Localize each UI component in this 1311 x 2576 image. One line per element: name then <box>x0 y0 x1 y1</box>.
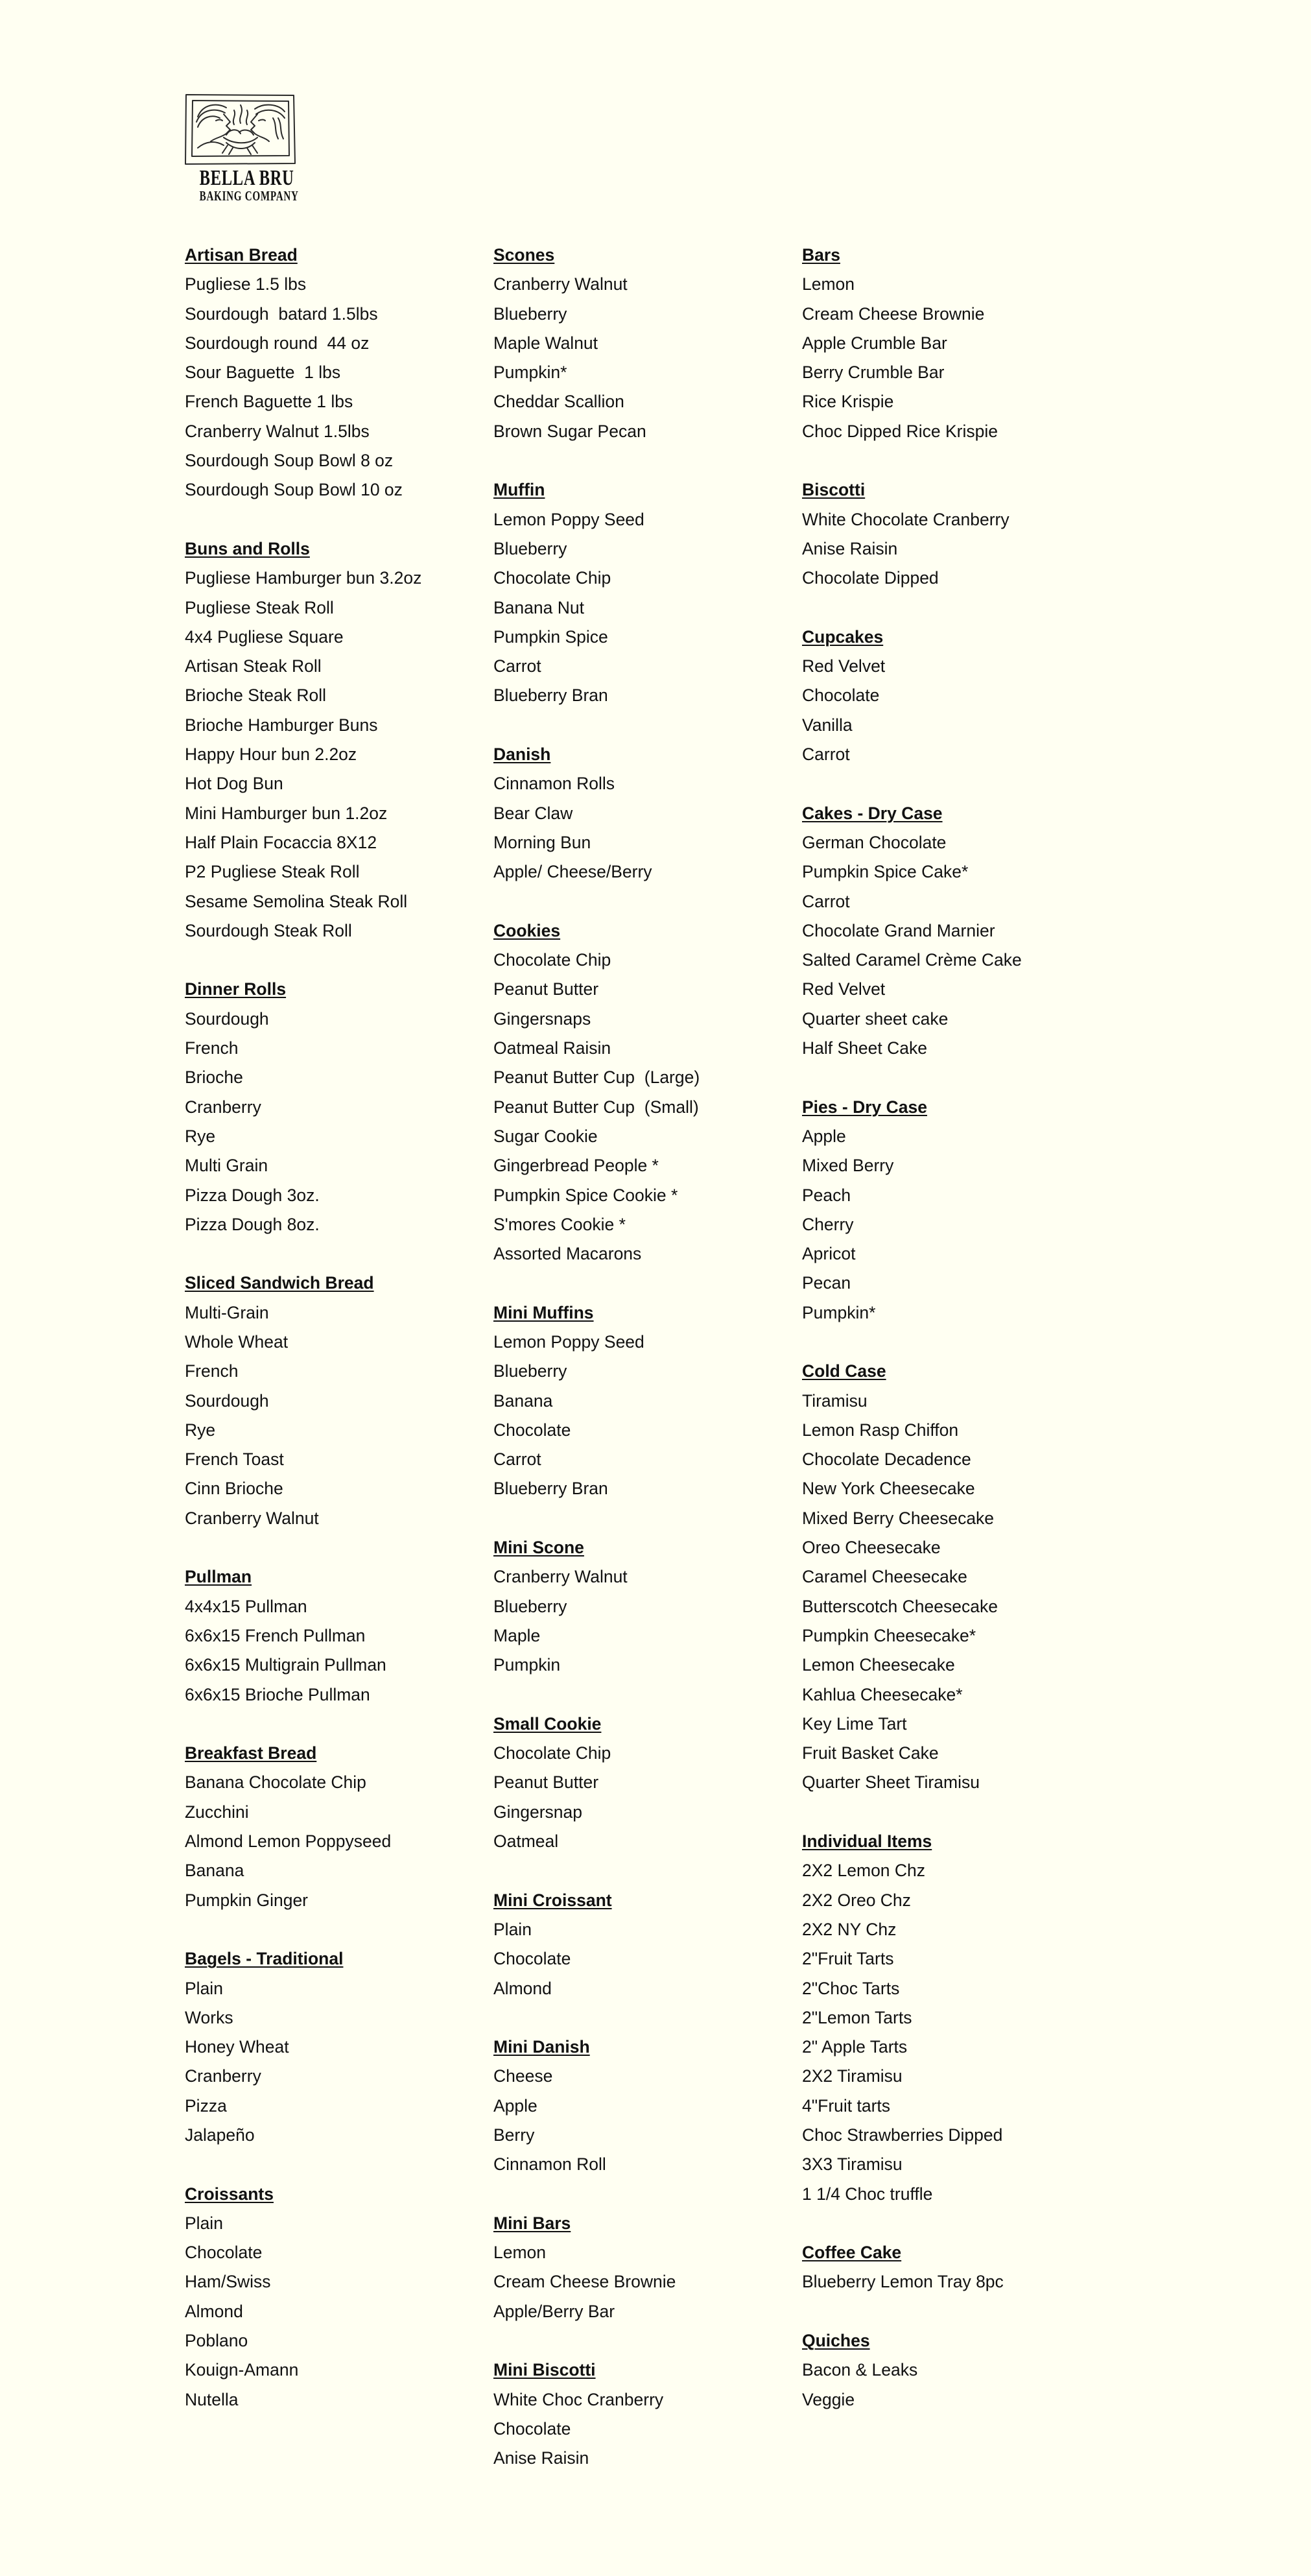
section-heading: Small Cookie <box>493 1713 602 1734</box>
section-heading: Muffin <box>493 480 545 500</box>
menu-item: 6x6x15 Multigrain Pullman <box>185 1655 386 1675</box>
menu-item: Pugliese 1.5 lbs <box>185 274 307 294</box>
menu-item: Bear Claw <box>493 803 573 823</box>
section-heading: Cold Case <box>802 1361 886 1381</box>
section-heading: Breakfast Bread <box>185 1743 317 1763</box>
section-heading: Mini Bars <box>493 2213 571 2233</box>
menu-section <box>185 1739 483 1915</box>
menu-item: Caramel Cheesecake <box>802 1567 967 1587</box>
menu-section <box>493 1886 792 2003</box>
menu-item: Sourdough round 44 oz <box>185 333 370 353</box>
menu-item: 4x4 Pugliese Square <box>185 626 344 647</box>
menu-item: Sourdough <box>185 1008 269 1029</box>
menu-item: Blueberry <box>493 304 567 324</box>
menu-item: Mini Hamburger bun 1.2oz <box>185 803 388 823</box>
menu-column-3 <box>802 241 1100 2444</box>
menu-item: Pecan <box>802 1273 851 1293</box>
menu-section <box>493 740 792 887</box>
menu-item: Plain <box>185 2213 223 2233</box>
menu-item: French <box>185 1361 239 1381</box>
menu-section <box>802 1827 1100 2209</box>
menu-item: Pumpkin Ginger <box>185 1890 309 1910</box>
menu-item: Red Velvet <box>802 979 886 999</box>
menu-item: Pizza Dough 8oz. <box>185 1214 320 1234</box>
section-heading: Mini Scone <box>493 1538 584 1558</box>
logo-subtitle: BAKING COMPANY <box>199 188 299 204</box>
menu-column-1 <box>185 241 483 2444</box>
menu-item: Cheese <box>493 2066 553 2086</box>
menu-section <box>802 1093 1100 1328</box>
menu-section <box>802 241 1100 446</box>
menu-item: Oatmeal <box>493 1831 559 1852</box>
menu-item: Almond <box>493 1978 552 1998</box>
menu-item: Chocolate <box>185 2243 263 2263</box>
menu-item: Pumpkin Spice Cookie * <box>493 1185 678 1205</box>
menu-item: 2X2 NY Chz <box>802 1919 897 1939</box>
menu-section <box>493 916 792 1269</box>
menu-item: Pizza <box>185 2095 227 2116</box>
menu-item: Chocolate Decadence <box>802 1449 971 1470</box>
menu-item: 2X2 Tiramisu <box>802 2066 903 2086</box>
menu-item: 2" Apple Tarts <box>802 2037 908 2057</box>
menu-item: Vanilla <box>802 715 853 735</box>
menu-item: Lemon <box>802 274 855 294</box>
menu-item: 6x6x15 French Pullman <box>185 1625 366 1645</box>
menu-item: Chocolate <box>493 1420 571 1440</box>
menu-item: Sourdough Soup Bowl 10 oz <box>185 480 403 500</box>
menu-item: Works <box>185 2007 233 2027</box>
menu-item: French Baguette 1 lbs <box>185 392 353 412</box>
menu-item: Choc Dipped Rice Krispie <box>802 421 998 441</box>
bella-bru-logo <box>183 92 298 209</box>
menu-item: Berry <box>493 2125 535 2145</box>
menu-item: Chocolate Grand Marnier <box>802 920 995 940</box>
menu-item: Blueberry <box>493 538 567 558</box>
menu-item: Apple <box>493 2095 537 2116</box>
menu-item: Pugliese Hamburger bun 3.2oz <box>185 568 422 588</box>
menu-item: Brown Sugar Pecan <box>493 421 646 441</box>
section-heading: Pies - Dry Case <box>802 1097 927 1117</box>
menu-item: Cinn Brioche <box>185 1479 283 1499</box>
menu-item: Poblano <box>185 2331 248 2351</box>
menu-item: Lemon Cheesecake <box>802 1655 955 1675</box>
menu-item: Lemon <box>493 2243 547 2263</box>
menu-item: Sugar Cookie <box>493 1126 598 1146</box>
menu-item: Key Lime Tart <box>802 1713 907 1734</box>
menu-item: Butterscotch Cheesecake <box>802 1596 998 1616</box>
menu-item: White Choc Cranberry <box>493 2389 664 2409</box>
bakers-illustration-icon <box>183 92 298 166</box>
menu-item: Veggie <box>802 2389 855 2409</box>
menu-item: Nutella <box>185 2389 239 2409</box>
menu-item: Salted Caramel Crème Cake <box>802 950 1022 970</box>
section-heading: Scones <box>493 245 555 265</box>
menu-item: Artisan Steak Roll <box>185 656 322 676</box>
menu-item: 2"Fruit Tarts <box>802 1949 894 1969</box>
menu-item: Oatmeal Raisin <box>493 1038 611 1058</box>
menu-item: Blueberry Bran <box>493 686 608 706</box>
section-heading: Cakes - Dry Case <box>802 803 943 823</box>
menu-item: White Chocolate Cranberry <box>802 509 1010 529</box>
menu-section <box>493 1710 792 1856</box>
menu-item: 4x4x15 Pullman <box>185 1596 307 1616</box>
menu-item: Almond Lemon Poppyseed <box>185 1831 392 1852</box>
menu-item: Half Plain Focaccia 8X12 <box>185 832 377 852</box>
section-heading: Individual Items <box>802 1831 932 1852</box>
menu-item: Chocolate Dipped <box>802 568 939 588</box>
menu-section <box>493 475 792 710</box>
menu-item: Mixed Berry Cheesecake <box>802 1508 995 1528</box>
menu-item: French Toast <box>185 1449 284 1470</box>
menu-item: Chocolate <box>493 2418 571 2439</box>
menu-item: Pugliese Steak Roll <box>185 597 334 617</box>
menu-item: Red Velvet <box>802 656 886 676</box>
menu-item: Quarter Sheet Tiramisu <box>802 1772 980 1793</box>
menu-item: Almond <box>185 2301 243 2321</box>
menu-item: Lemon Rasp Chiffon <box>802 1420 959 1440</box>
menu-item: Berry Crumble Bar <box>802 363 945 383</box>
menu-section <box>802 2326 1100 2415</box>
menu-item: Chocolate <box>802 686 880 706</box>
menu-item: Assorted Macarons <box>493 1244 642 1264</box>
menu-item: Oreo Cheesecake <box>802 1538 941 1558</box>
menu-item: Jalapeño <box>185 2125 255 2145</box>
menu-column-2 <box>493 241 792 2503</box>
menu-item: Brioche Steak Roll <box>185 686 326 706</box>
menu-section <box>802 623 1100 769</box>
section-heading: Cupcakes <box>802 626 884 647</box>
menu-item: Peach <box>802 1185 851 1205</box>
menu-item: Quarter sheet cake <box>802 1008 949 1029</box>
section-heading: Coffee Cake <box>802 2243 902 2263</box>
menu-item: Chocolate Chip <box>493 1743 611 1763</box>
menu-section <box>185 534 483 946</box>
section-heading: Mini Muffins <box>493 1302 594 1322</box>
menu-item: P2 Pugliese Steak Roll <box>185 862 360 882</box>
menu-item: Pumpkin Spice <box>493 626 608 647</box>
menu-item: Banana Chocolate Chip <box>185 1772 366 1793</box>
section-heading: Artisan Bread <box>185 245 298 265</box>
menu-item: Multi Grain <box>185 1156 268 1176</box>
menu-item: Cream Cheese Brownie <box>493 2272 676 2292</box>
menu-item: Multi-Grain <box>185 1302 269 1322</box>
menu-item: 2X2 Oreo Chz <box>802 1890 911 1910</box>
section-heading: Cookies <box>493 920 561 940</box>
menu-section <box>802 475 1100 593</box>
menu-item: French <box>185 1038 239 1058</box>
menu-item: Brioche Hamburger Buns <box>185 715 378 735</box>
menu-item: Gingerbread People * <box>493 1156 659 1176</box>
menu-item: Anise Raisin <box>493 2448 589 2468</box>
section-heading: Croissants <box>185 2184 274 2204</box>
section-heading: Danish <box>493 745 551 765</box>
section-heading: Biscotti <box>802 480 866 500</box>
menu-item: 2"Choc Tarts <box>802 1978 900 1998</box>
menu-item: Sour Baguette 1 lbs <box>185 363 341 383</box>
menu-item: Cream Cheese Brownie <box>802 304 985 324</box>
menu-item: Chocolate Chip <box>493 950 611 970</box>
menu-item: Blueberry Bran <box>493 1479 608 1499</box>
menu-item: Lemon Poppy Seed <box>493 509 644 529</box>
menu-item: Cranberry Walnut <box>185 1508 319 1528</box>
menu-item: Pumpkin* <box>802 1302 876 1322</box>
menu-item: New York Cheesecake <box>802 1479 975 1499</box>
menu-item: German Chocolate <box>802 832 947 852</box>
section-heading: Buns and Rolls <box>185 538 310 558</box>
menu-item: Banana Nut <box>493 597 584 617</box>
menu-item: Cinnamon Roll <box>493 2154 606 2175</box>
menu-section <box>493 1298 792 1504</box>
menu-item: Peanut Butter <box>493 1772 599 1793</box>
section-heading: Dinner Rolls <box>185 979 287 999</box>
menu-item: Gingersnaps <box>493 1008 591 1029</box>
menu-item: Lemon Poppy Seed <box>493 1331 644 1352</box>
section-heading: Bars <box>802 245 840 265</box>
menu-item: Pumpkin Cheesecake* <box>802 1625 976 1645</box>
menu-item: Choc Strawberries Dipped <box>802 2125 1003 2145</box>
menu-item: Plain <box>185 1978 223 1998</box>
menu-item: Apricot <box>802 1244 856 1264</box>
section-heading: Pullman <box>185 1567 252 1587</box>
menu-section <box>493 2209 792 2326</box>
menu-item: Maple <box>493 1625 541 1645</box>
menu-item: 3X3 Tiramisu <box>802 2154 903 2175</box>
menu-item: Bacon & Leaks <box>802 2360 918 2380</box>
section-heading: Quiches <box>802 2331 870 2351</box>
menu-section <box>185 1562 483 1709</box>
menu-item: Banana <box>185 1861 244 1881</box>
menu-section <box>185 241 483 505</box>
menu-item: Rye <box>185 1420 216 1440</box>
menu-item: Peanut Butter <box>493 979 599 999</box>
menu-item: Fruit Basket Cake <box>802 1743 939 1763</box>
menu-item: Mixed Berry <box>802 1156 894 1176</box>
menu-item: 4"Fruit tarts <box>802 2095 891 2116</box>
logo-title: BELLA BRU <box>199 166 294 190</box>
menu-item: Morning Bun <box>493 832 591 852</box>
menu-item: Peanut Butter Cup (Small) <box>493 1097 699 1117</box>
menu-item: Peanut Butter Cup (Large) <box>493 1067 700 1088</box>
menu-item: Sourdough <box>185 1390 269 1411</box>
menu-item: Carrot <box>802 891 850 911</box>
menu-item: Tiramisu <box>802 1390 868 1411</box>
menu-item: 2"Lemon Tarts <box>802 2007 912 2027</box>
menu-item: Hot Dog Bun <box>185 774 283 794</box>
menu-item: Brioche <box>185 1067 243 1088</box>
menu-item: Cheddar Scallion <box>493 392 624 412</box>
menu-item: Kahlua Cheesecake* <box>802 1684 963 1704</box>
menu-section <box>185 1944 483 2150</box>
menu-item: Carrot <box>493 656 541 676</box>
menu-item: Whole Wheat <box>185 1331 289 1352</box>
menu-item: Pumpkin Spice Cake* <box>802 862 969 882</box>
menu-item: Blueberry <box>493 1361 567 1381</box>
menu-item: Cranberry Walnut <box>493 274 628 294</box>
menu-item: Anise Raisin <box>802 538 898 558</box>
menu-item: S'mores Cookie * <box>493 1214 626 1234</box>
menu-item: Chocolate <box>493 1949 571 1969</box>
menu-item: Pumpkin <box>493 1655 561 1675</box>
menu-item: Ham/Swiss <box>185 2272 271 2292</box>
menu-item: 2X2 Lemon Chz <box>802 1861 926 1881</box>
menu-item: Plain <box>493 1919 532 1939</box>
menu-item: Apple/Berry Bar <box>493 2301 615 2321</box>
menu-item: Sourdough Soup Bowl 8 oz <box>185 451 394 471</box>
menu-item: Pizza Dough 3oz. <box>185 1185 320 1205</box>
menu-item: Sesame Semolina Steak Roll <box>185 891 408 911</box>
menu-item: Cherry <box>802 1214 854 1234</box>
menu-item: 1 1/4 Choc truffle <box>802 2184 933 2204</box>
menu-section <box>493 1533 792 1680</box>
menu-item: Apple/ Cheese/Berry <box>493 862 652 882</box>
menu-item: Cranberry Walnut 1.5lbs <box>185 421 370 441</box>
menu-section <box>493 2355 792 2473</box>
menu-item: Honey Wheat <box>185 2037 289 2057</box>
menu-item: Carrot <box>802 745 850 765</box>
menu-item: 6x6x15 Brioche Pullman <box>185 1684 370 1704</box>
menu-item: Rye <box>185 1126 216 1146</box>
menu-section <box>802 799 1100 1064</box>
menu-item: Kouign-Amann <box>185 2360 299 2380</box>
section-heading: Mini Biscotti <box>493 2360 596 2380</box>
menu-item: Blueberry Lemon Tray 8pc <box>802 2272 1004 2292</box>
menu-section <box>802 2238 1100 2297</box>
menu-item: Apple Crumble Bar <box>802 333 947 353</box>
menu-item: Cranberry <box>185 1097 261 1117</box>
section-heading: Bagels - Traditional <box>185 1949 344 1969</box>
menu-section <box>185 2180 483 2415</box>
menu-section <box>802 1357 1100 1797</box>
menu-section <box>185 975 483 1239</box>
menu-item: Sourdough batard 1.5lbs <box>185 304 378 324</box>
menu-item: Chocolate Chip <box>493 568 611 588</box>
section-heading: Mini Croissant <box>493 1890 612 1910</box>
menu-item: Cranberry Walnut <box>493 1567 628 1587</box>
menu-section <box>493 241 792 446</box>
menu-section <box>185 1269 483 1533</box>
menu-item: Pumpkin* <box>493 363 567 383</box>
menu-item: Cinnamon Rolls <box>493 774 615 794</box>
menu-item: Maple Walnut <box>493 333 598 353</box>
menu-item: Half Sheet Cake <box>802 1038 927 1058</box>
menu-item: Apple <box>802 1126 846 1146</box>
menu-item: Gingersnap <box>493 1802 583 1822</box>
section-heading: Mini Danish <box>493 2037 590 2057</box>
menu-item: Carrot <box>493 1449 541 1470</box>
menu-item: Zucchini <box>185 1802 249 1822</box>
menu-item: Blueberry <box>493 1596 567 1616</box>
menu-item: Cranberry <box>185 2066 261 2086</box>
menu-item: Rice Krispie <box>802 392 894 412</box>
menu-item: Banana <box>493 1390 553 1411</box>
menu-item: Sourdough Steak Roll <box>185 920 352 940</box>
menu-item: Happy Hour bun 2.2oz <box>185 745 357 765</box>
section-heading: Sliced Sandwich Bread <box>185 1273 374 1293</box>
menu-section <box>493 2033 792 2179</box>
